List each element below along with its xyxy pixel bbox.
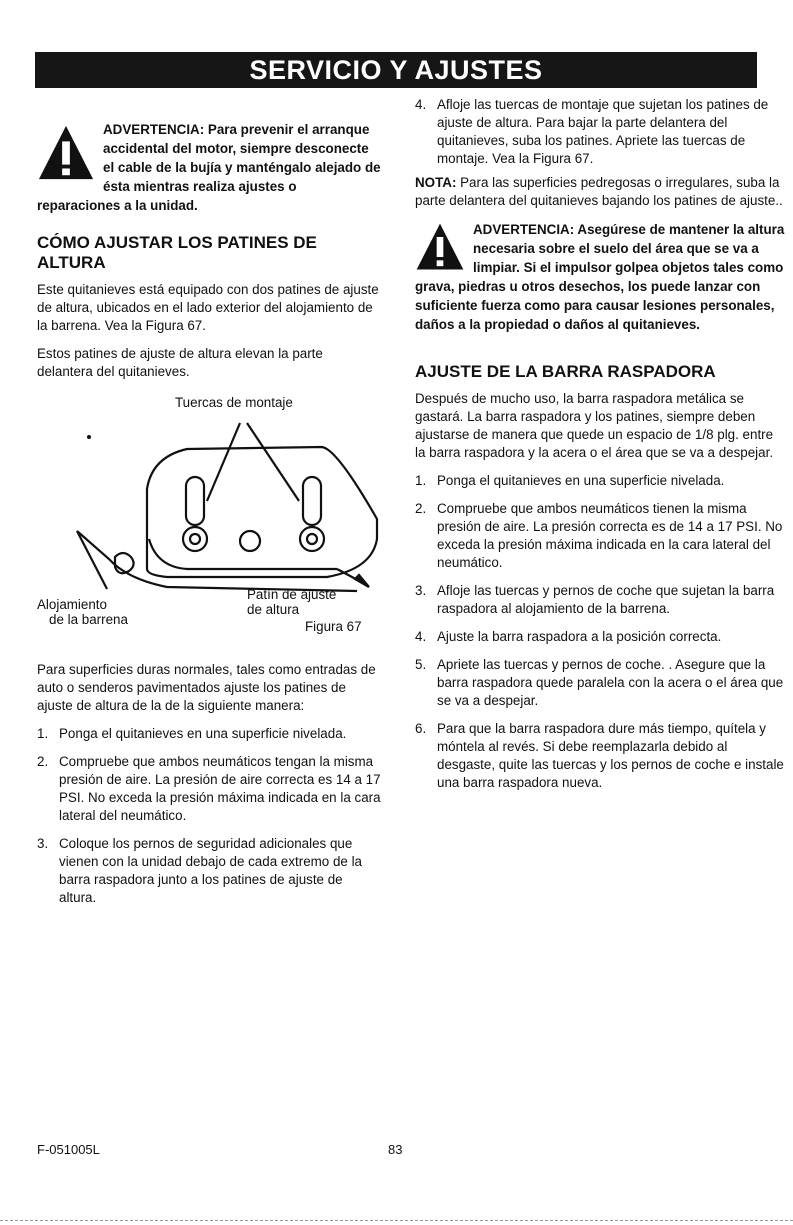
warning-triangle-icon	[37, 124, 95, 182]
page-number: 83	[388, 1142, 403, 1157]
note-text: Para las superficies pedregosas o irregulares, suba la parte delantera del quitanieves bajando los patines de ajuste..	[415, 175, 783, 208]
steps-list-right-top	[415, 96, 785, 168]
steps-list-right	[415, 472, 785, 792]
paragraph: Estos patines de ajuste de altura elevan la parte delantera del quitanieves.	[37, 346, 323, 379]
warning-triangle-icon	[415, 222, 465, 272]
figure-label-housing-2: de la barrena	[49, 612, 128, 627]
list-item: 3. Afloje las tuercas y pernos de coche que sujetan la barra raspadora al alojamiento de la barrena.	[415, 583, 775, 616]
divider	[0, 1220, 793, 1221]
document-code: F-051005L	[37, 1142, 100, 1157]
list-item: 1. Ponga el quitanieves en una superficie nivelada.	[415, 473, 725, 488]
figure-67	[37, 395, 382, 645]
paragraph: Después de mucho uso, la barra raspadora metálica se gastará. La barra raspadora y los patines, siempre deben ajustarse de manera que quede un espacio de 1/8 plg. entre la barra raspadora y la acera o el área que se va a despejar.	[415, 391, 774, 460]
list-item: 2. Compruebe que ambos neumáticos tengan la misma presión de aire. La presión de aire correcta es 14 a 17 PSI. No exceda la presión máxima indicada en la cara lateral del neumático.	[37, 754, 381, 823]
section-heading-patines: CÓMO AJUSTAR LOS PATINES DE ALTURA	[37, 233, 317, 272]
right-column	[415, 96, 785, 802]
list-item: 4. Ajuste la barra raspadora a la posición correcta.	[415, 629, 722, 644]
list-item: 5. Apriete las tuercas y pernos de coche. . Asegure que la barra raspadora quede paralela con la acera o el área que se va a despejar.	[415, 657, 784, 708]
paragraph: Este quitanieves está equipado con dos patines de ajuste de altura, ubicados en el lado exterior del alojamiento de la barrena. Vea la Figura 67.	[37, 282, 379, 333]
left-column	[37, 96, 382, 917]
figure-caption: Figura 67	[305, 619, 362, 634]
list-item: 1. Ponga el quitanieves en una superficie nivelada.	[37, 726, 347, 741]
list-item: 3. Coloque los pernos de seguridad adicionales que vienen con la unidad debajo de cada extremo de la barra raspadora junto a los patines de ajuste de altura.	[37, 836, 362, 905]
warning-text: ADVERTENCIA: Asegúrese de mantener la altura necesaria sobre el suelo del área que se va a limpiar. Si el impulsor golpea objetos tales como grava, piedras u otros desechos, los puede lanzar con suficiente fuerza como para causar lesiones personales, daños a la propiedad o daños al quitanieves.	[415, 222, 785, 332]
paragraph: Para superficies duras normales, tales como entradas de auto o senderos pavimentados ajuste los patines de ajuste de altura de la de la siguiente manera:	[37, 662, 376, 713]
figure-label-shoe-1: Patín de ajuste	[247, 587, 337, 602]
figure-label-nuts: Tuercas de montaje	[175, 395, 293, 410]
section-heading-barra: AJUSTE DE LA BARRA RASPADORA	[415, 362, 716, 381]
figure-label-housing-1: Alojamiento	[37, 597, 107, 612]
warning-text: ADVERTENCIA: Para prevenir el arranque accidental del motor, siempre desconecte el cable de la bujía y manténgalo alejado de ésta mientras realiza ajustes o reparaciones a la unidad.	[37, 122, 381, 213]
list-item: 6. Para que la barra raspadora dure más tiempo, quítela y móntela al revés. Si debe reemplazarla debido al desgaste, quite las tuercas y los pernos de coche e instale una barra raspadora nueva.	[415, 721, 784, 790]
warning-block	[415, 220, 785, 334]
figure-label-shoe-2: de altura	[247, 602, 300, 617]
note-label: NOTA:	[415, 175, 457, 190]
note	[415, 174, 785, 210]
list-item: 4. Afloje las tuercas de montaje que sujetan los patines de ajuste de altura. Para bajar la parte delantera del quitanieves, suba los patines. Apriete las tuercas de montaje. Vea la Figura 67.	[415, 97, 769, 166]
list-item: 2. Compruebe que ambos neumáticos tienen la misma presión de aire. La presión correcta es de 14 a 17 PSI. No exceda la presión máxima indicada en la cara lateral del neumático.	[415, 501, 783, 570]
steps-list-left	[37, 725, 382, 907]
warning-block	[37, 120, 382, 215]
page-title: SERVICIO Y AJUSTES	[35, 52, 757, 88]
